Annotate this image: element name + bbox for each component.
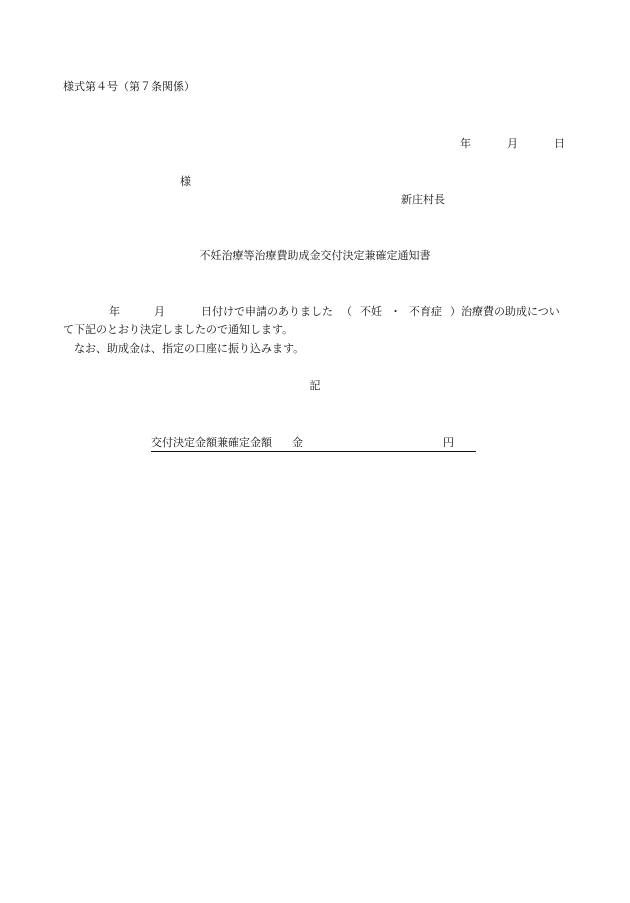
form-number: 様式第４号（第７条関係）: [63, 80, 195, 93]
body-date-text: 日付けで申請のありました: [201, 305, 333, 318]
option-fuikusho: 不育症: [409, 305, 442, 318]
option-separator: ・: [390, 305, 401, 318]
option-funin: 不妊: [360, 305, 382, 318]
paren-open: （: [341, 305, 352, 318]
body-year-label: 年: [109, 305, 120, 318]
amount-yen-label: 円: [443, 436, 454, 449]
paren-close: ）: [450, 305, 461, 318]
date-day-label: 日: [554, 137, 565, 150]
body-paragraph-line-2: て下記のとおり決定しましたので通知します。: [63, 323, 294, 336]
date-year-label: 年: [460, 137, 471, 150]
body-paragraph-line-3: [63, 342, 573, 356]
body-paragraph-line-1: [63, 305, 573, 319]
addressee-suffix: 様: [180, 175, 191, 188]
issuer-name: 新庄村長: [401, 193, 445, 206]
ki-heading: 記: [309, 379, 321, 392]
amount-label: 交付決定金額兼確定金額: [151, 436, 272, 449]
document-title: 不妊治療等治療費助成金交付決定兼確定通知書: [199, 249, 431, 262]
amount-row: [151, 436, 476, 452]
amount-kin-label: 金: [292, 436, 303, 449]
body-month-label: 月: [154, 305, 165, 318]
date-month-label: 月: [507, 137, 518, 150]
body-note: なお、助成金は、指定の口座に振り込みます。: [74, 342, 305, 355]
body-trailing-text: 治療費の助成につい: [461, 305, 560, 318]
